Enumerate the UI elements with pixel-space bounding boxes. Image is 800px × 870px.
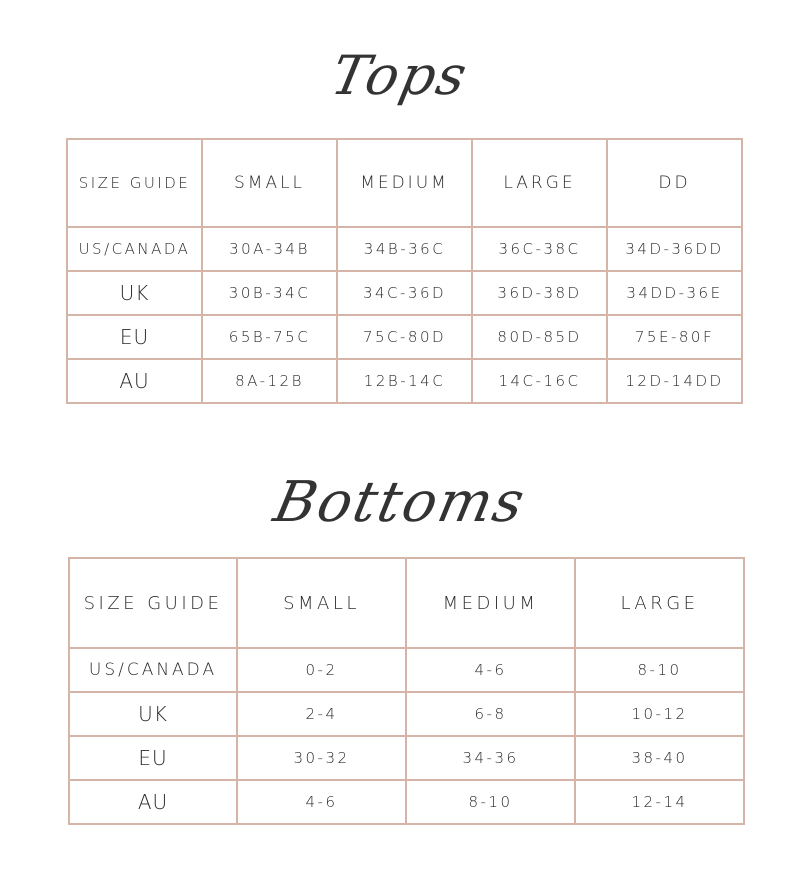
header-cell-large: LARGE <box>472 139 607 227</box>
table-cell: 34B-36C <box>337 227 472 271</box>
row-label-us-canada: US/CANADA <box>69 648 237 692</box>
table-cell: 8A-12B <box>202 359 337 403</box>
table-cell: 12D-14DD <box>607 359 742 403</box>
row-label-us-canada: US/CANADA <box>67 227 202 271</box>
row-label-au: AU <box>69 780 237 824</box>
header-cell-small: SMALL <box>202 139 337 227</box>
table-cell: 4-6 <box>237 780 406 824</box>
header-cell-size-guide: SIZE GUIDE <box>67 139 202 227</box>
table-cell: 75C-80D <box>337 315 472 359</box>
table-cell: 12-14 <box>575 780 744 824</box>
bottoms-title: Bottoms <box>268 470 532 535</box>
table-cell: 34DD-36E <box>607 271 742 315</box>
table-cell: 30B-34C <box>202 271 337 315</box>
table-cell: 12B-14C <box>337 359 472 403</box>
table-cell: 38-40 <box>575 736 744 780</box>
header-cell-size-guide: SIZE GUIDE <box>69 558 237 648</box>
table-row <box>69 692 744 736</box>
table-cell: 34C-36D <box>337 271 472 315</box>
table-row <box>69 736 744 780</box>
table-cell: 14C-16C <box>472 359 607 403</box>
table-cell: 4-6 <box>406 648 575 692</box>
header-cell-dd: DD <box>607 139 742 227</box>
table-cell: 2-4 <box>237 692 406 736</box>
header-cell-medium: MEDIUM <box>406 558 575 648</box>
row-label-uk: UK <box>67 271 202 315</box>
table-row <box>67 271 742 315</box>
table-cell: 34D-36DD <box>607 227 742 271</box>
table-cell: 36C-38C <box>472 227 607 271</box>
table-row <box>67 227 742 271</box>
tops-title: Tops <box>325 44 475 107</box>
table-cell: 34-36 <box>406 736 575 780</box>
table-row <box>69 780 744 824</box>
row-label-uk: UK <box>69 692 237 736</box>
table-cell: 80D-85D <box>472 315 607 359</box>
row-label-au: AU <box>67 359 202 403</box>
table-cell: 0-2 <box>237 648 406 692</box>
table-row <box>67 315 742 359</box>
table-header-row <box>67 139 742 227</box>
header-cell-small: SMALL <box>237 558 406 648</box>
table-cell: 8-10 <box>406 780 575 824</box>
header-cell-medium: MEDIUM <box>337 139 472 227</box>
table-cell: 8-10 <box>575 648 744 692</box>
table-cell: 36D-38D <box>472 271 607 315</box>
table-row <box>67 359 742 403</box>
table-header-row <box>69 558 744 648</box>
table-cell: 65B-75C <box>202 315 337 359</box>
table-cell: 75E-80F <box>607 315 742 359</box>
table-cell: 6-8 <box>406 692 575 736</box>
header-cell-large: LARGE <box>575 558 744 648</box>
table-cell: 10-12 <box>575 692 744 736</box>
row-label-eu: EU <box>67 315 202 359</box>
row-label-eu: EU <box>69 736 237 780</box>
table-cell: 30-32 <box>237 736 406 780</box>
table-row <box>69 648 744 692</box>
bottoms-size-table <box>68 557 745 825</box>
tops-size-table <box>66 138 743 404</box>
table-cell: 30A-34B <box>202 227 337 271</box>
